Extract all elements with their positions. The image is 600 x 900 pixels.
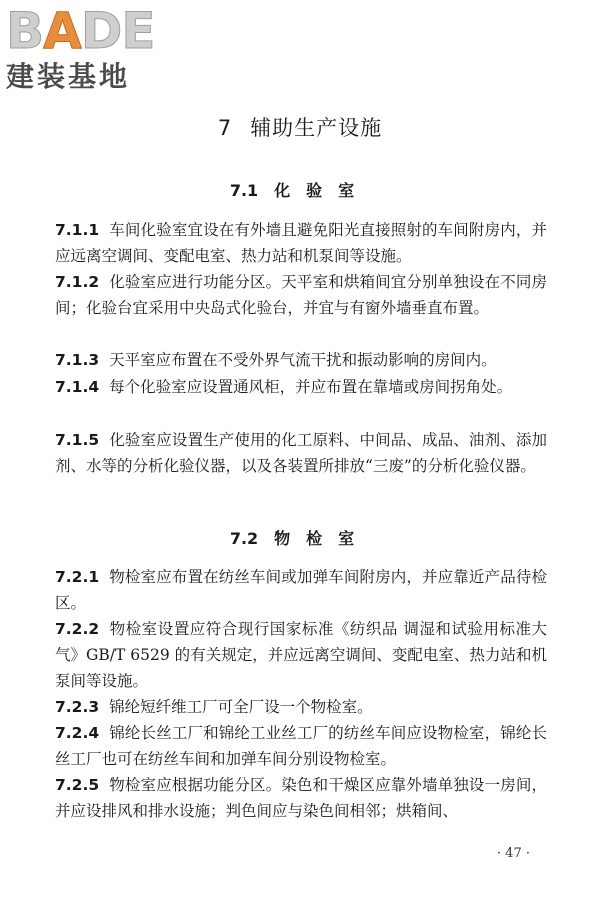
clause-number: 7.2.4 — [55, 724, 100, 742]
clause-number: 7.2.3 — [55, 698, 100, 716]
logo-wordmark: BADE — [6, 2, 155, 60]
clause-7-1-5 — [55, 427, 547, 479]
clause-number: 7.2.2 — [55, 620, 100, 638]
logo-subtitle: 建装基地 — [6, 60, 131, 93]
clause-7-1-3 — [55, 347, 547, 373]
clause-7-1-2 — [55, 269, 547, 321]
clause-text: 化验室应设置生产使用的化工原料、中间品、成品、油剂、添加剂、水等的分析化验仪器，以及各装置所排放“三废”的分析化验仪器。 — [55, 431, 547, 475]
clause-text: 物检室应布置在纺丝车间或加弹车间附房内，并应靠近产品待检区。 — [55, 568, 547, 612]
clause-number: 7.1.4 — [55, 378, 100, 396]
clause-text: 天平室应布置在不受外界气流干扰和振动影响的房间内。 — [109, 351, 497, 369]
section-title-7-1: 7.1 化验室 — [229, 181, 371, 200]
clause-7-2-1 — [55, 564, 547, 616]
section-title-7-2: 7.2 物检室 — [229, 529, 371, 548]
clause-number: 7.1.1 — [55, 221, 100, 239]
chapter-number: 7 — [217, 116, 233, 140]
clause-number: 7.2.5 — [55, 776, 100, 794]
clause-7-2-3 — [55, 694, 547, 720]
clause-number: 7.1.2 — [55, 273, 100, 291]
chapter-title — [0, 112, 600, 142]
clause-text: 物检室设置应符合现行国家标准《纺织品 调湿和试验用标准大气》GB/T 6529 的有关规定，并应远离空调间、变配电室、热力站和机泵间等设施。 — [55, 620, 547, 690]
clause-7-1-4 — [55, 374, 547, 400]
clause-text: 物检室应根据功能分区。染色和干燥区应靠外墙单独设一房间，并应设排风和排水设施；判色间应与染色间相邻；烘箱间、 — [55, 776, 547, 820]
clause-7-1-1 — [55, 217, 547, 269]
clause-7-2-2 — [55, 616, 547, 694]
clause-text: 化验室应进行功能分区。天平室和烘箱间宜分别单独设在不同房间；化验台宜采用中央岛式化验台，并宜与有窗外墙垂直布置。 — [55, 273, 547, 317]
clause-7-2-4 — [55, 720, 547, 772]
clause-text: 车间化验室宜设在有外墙且避免阳光直接照射的车间附房内，并应远离空调间、变配电室、热力站和机泵间等设施。 — [55, 221, 547, 265]
clause-7-2-5 — [55, 772, 547, 824]
clause-text: 锦纶长丝工厂和锦纶工业丝工厂的纺丝车间应设物检室，锦纶长丝工厂也可在纺丝车间和加弹车间分别设物检室。 — [55, 724, 547, 768]
clause-text: 每个化验室应设置通风柜，并应布置在靠墙或房间拐角处。 — [109, 378, 513, 396]
clause-number: 7.2.1 — [55, 568, 100, 586]
clause-text: 锦纶短纤维工厂可全厂设一个物检室。 — [109, 698, 373, 716]
clause-number: 7.1.3 — [55, 351, 100, 369]
page-number: · 47 · — [496, 846, 530, 861]
chapter-heading: 辅助生产设施 — [250, 116, 383, 140]
clause-number: 7.1.5 — [55, 431, 100, 449]
bade-logo — [6, 4, 176, 94]
